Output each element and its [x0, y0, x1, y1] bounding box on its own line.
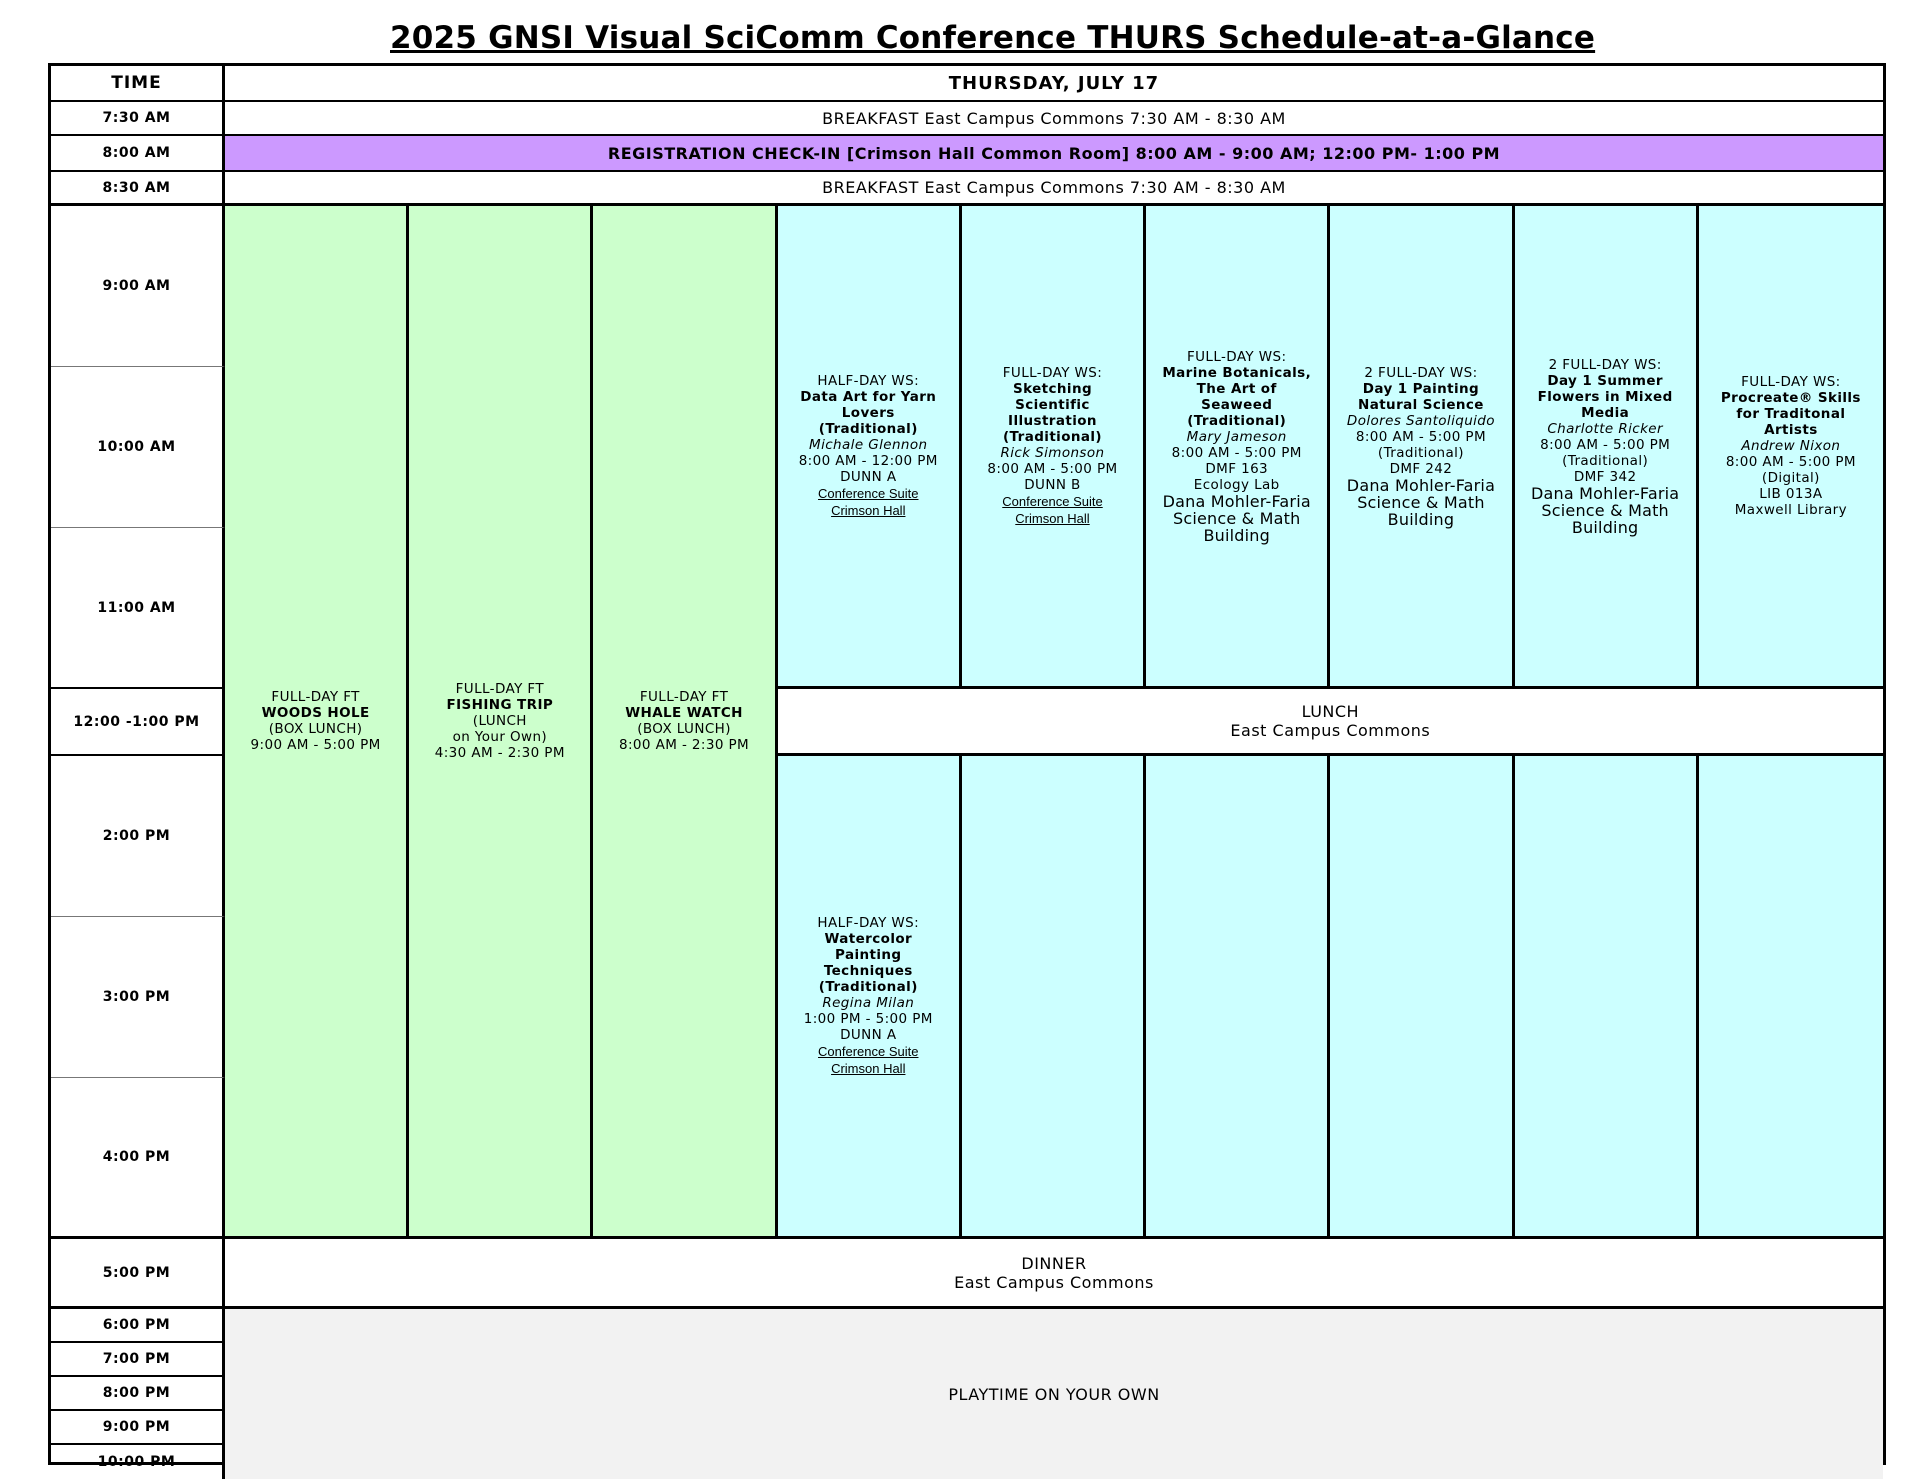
trip-name: WOODS HOLE [261, 705, 370, 721]
time-label: 10:00 PM [51, 1445, 225, 1479]
ws-title: Artists [1764, 422, 1818, 438]
ws-title: Scientific [1015, 397, 1090, 413]
ws-time: 8:00 AM - 5:00 PM [987, 461, 1118, 477]
ws-instructor: Michale Glennon [809, 437, 928, 453]
ws-type: HALF-DAY WS: [817, 915, 920, 931]
registration-row: REGISTRATION CHECK-IN [Crimson Hall Common Room] 8:00 AM - 9:00 AM; 12:00 PM- 1:00 PM [225, 136, 1883, 172]
workshop-marine-botanicals [1146, 206, 1330, 689]
ws-building: Science & Math [1172, 508, 1301, 528]
location-link[interactable]: Crimson Hall [1015, 511, 1090, 526]
ws-building: Dana Mohler-Faria [1346, 475, 1496, 495]
time-label: 8:30 AM [51, 172, 225, 206]
ws-title: Natural Science [1358, 396, 1484, 413]
ws-time: 8:00 AM - 5:00 PM [1540, 436, 1671, 453]
ws-title: (Traditional) [1002, 429, 1102, 445]
trip-name: FISHING TRIP [446, 697, 554, 713]
ws-building: Dana Mohler-Faria [1531, 483, 1680, 503]
ws-building: Building [1203, 525, 1270, 545]
trip-type: FULL-DAY FT [455, 681, 545, 697]
ws-instructor: Charlotte Ricker [1547, 420, 1663, 437]
workshop-data-art [778, 206, 962, 689]
ws-time: 8:00 AM - 12:00 PM [798, 453, 938, 469]
lunch-location: East Campus Commons [1230, 721, 1431, 740]
time-label: 6:00 PM [51, 1309, 225, 1343]
trip-time: 9:00 AM - 5:00 PM [250, 737, 381, 753]
ws-medium: (Digital) [1761, 470, 1820, 486]
ws-type: 2 FULL-DAY WS: [1548, 356, 1662, 373]
workshop-procreate-continued [1699, 756, 1883, 1239]
ws-time: 8:00 AM - 5:00 PM [1171, 444, 1302, 461]
ws-title: Flowers in Mixed [1537, 388, 1673, 405]
ws-room: DUNN B [1024, 477, 1081, 493]
trip-lunch: (BOX LUNCH) [268, 721, 363, 737]
ws-time: 1:00 PM - 5:00 PM [803, 1011, 933, 1027]
workshop-sketching-continued [962, 756, 1146, 1239]
ws-room: DMF 242 [1389, 460, 1453, 477]
trip-type: FULL-DAY FT [639, 689, 729, 705]
lunch-label: LUNCH [1301, 702, 1360, 721]
time-label: 9:00 AM [51, 206, 225, 367]
ws-instructor: Andrew Nixon [1741, 438, 1841, 454]
ws-title: Day 1 Painting [1362, 380, 1480, 397]
location-link[interactable]: Crimson Hall [831, 503, 906, 518]
trip-time: 4:30 AM - 2:30 PM [434, 745, 565, 761]
ws-instructor: Dolores Santoliquido [1346, 412, 1495, 429]
ws-medium: (Traditional) [1562, 452, 1649, 469]
dinner-row [225, 1239, 1883, 1309]
breakfast-row: BREAKFAST East Campus Commons 7:30 AM - 8:30 AM [225, 172, 1883, 206]
trip-name: WHALE WATCH [625, 705, 743, 721]
time-label: 5:00 PM [51, 1239, 225, 1309]
time-label: 8:00 PM [51, 1377, 225, 1411]
trip-lunch: (BOX LUNCH) [637, 721, 731, 737]
ws-time: 8:00 AM - 5:00 PM [1725, 454, 1856, 470]
ws-instructor: Regina Milan [822, 995, 915, 1011]
breakfast-row: BREAKFAST East Campus Commons 7:30 AM - 8:30 AM [225, 102, 1883, 136]
ws-room: DMF 342 [1573, 468, 1637, 485]
ws-title: Illustration [1008, 413, 1097, 429]
time-label: 10:00 AM [51, 367, 225, 528]
ws-title: Marine Botanicals, [1162, 364, 1312, 381]
time-label: 3:00 PM [51, 917, 225, 1078]
ws-building: Building [1387, 509, 1455, 529]
field-trip-woods-hole [225, 206, 409, 1239]
playtime-block: PLAYTIME ON YOUR OWN [225, 1309, 1883, 1479]
ws-type: HALF-DAY WS: [817, 373, 920, 389]
page-title: 2025 GNSI Visual SciComm Conference THURS Schedule-at-a-Glance [390, 20, 1596, 56]
workshop-painting-natural-science [1330, 206, 1514, 689]
ws-title: Techniques [823, 963, 913, 979]
time-label: 7:00 PM [51, 1343, 225, 1377]
ws-title: Media [1581, 404, 1630, 421]
ws-title: (Traditional) [1187, 412, 1287, 429]
field-trip-whale-watch [593, 206, 777, 1239]
time-header: TIME [51, 66, 225, 102]
lunch-row [778, 689, 1883, 756]
workshop-sketching [962, 206, 1146, 689]
ws-type: 2 FULL-DAY WS: [1364, 364, 1478, 381]
ws-title: Procreate® Skills [1720, 390, 1861, 406]
ws-room: DUNN A [840, 1027, 897, 1043]
schedule-table [48, 63, 1886, 1470]
time-label: 11:00 AM [51, 528, 225, 689]
location-link[interactable]: Conference Suite [1002, 494, 1103, 509]
dinner-location: East Campus Commons [954, 1272, 1154, 1292]
ws-building: Dana Mohler-Faria [1162, 491, 1311, 511]
time-label: 4:00 PM [51, 1078, 225, 1239]
ws-type: FULL-DAY WS: [1186, 348, 1287, 365]
ws-room-detail: Ecology Lab [1193, 476, 1280, 493]
ws-instructor: Rick Simonson [1000, 445, 1105, 461]
location-link[interactable]: Conference Suite [818, 1044, 919, 1059]
ws-building: Maxwell Library [1734, 502, 1848, 518]
ws-time: 8:00 AM - 5:00 PM [1355, 428, 1486, 445]
trip-lunch-note: on Your Own) [452, 729, 548, 745]
ws-building: Building [1571, 517, 1639, 537]
time-label: 8:00 AM [51, 136, 225, 172]
workshop-painting-continued [1330, 756, 1514, 1239]
ws-medium: (Traditional) [1377, 444, 1464, 461]
trip-lunch: (LUNCH [472, 713, 527, 729]
dinner-label: DINNER [1021, 1253, 1087, 1273]
time-label: 7:30 AM [51, 102, 225, 136]
workshop-procreate [1699, 206, 1883, 689]
day-header: THURSDAY, JULY 17 [225, 66, 1883, 102]
ws-title: Watercolor [824, 931, 913, 947]
ws-room: LIB 013A [1759, 486, 1823, 502]
ws-title: Seaweed [1201, 396, 1273, 413]
workshop-summer-flowers [1515, 206, 1699, 689]
ws-title: Painting [835, 947, 902, 963]
ws-title: Lovers [841, 405, 895, 421]
ws-type: FULL-DAY WS: [1002, 365, 1103, 381]
workshop-flowers-continued [1515, 756, 1699, 1239]
workshop-watercolor [778, 756, 962, 1239]
field-trip-fishing [409, 206, 593, 1239]
ws-type: FULL-DAY WS: [1741, 374, 1841, 390]
ws-title: The Art of [1196, 380, 1277, 397]
ws-title: Day 1 Summer [1547, 372, 1663, 389]
ws-title: Sketching [1012, 381, 1093, 397]
ws-title: Data Art for Yarn [800, 389, 937, 405]
time-label: 12:00 -1:00 PM [51, 689, 225, 756]
workshop-marine-botanicals-continued [1146, 756, 1330, 1239]
ws-title: (Traditional) [818, 979, 918, 995]
location-link[interactable]: Crimson Hall [831, 1061, 906, 1076]
time-label: 9:00 PM [51, 1411, 225, 1445]
time-label: 2:00 PM [51, 756, 225, 917]
location-link[interactable]: Conference Suite [818, 486, 919, 501]
ws-room: DMF 163 [1205, 460, 1269, 477]
trip-type: FULL-DAY FT [271, 689, 360, 705]
ws-building: Science & Math [1541, 500, 1669, 520]
ws-instructor: Mary Jameson [1186, 428, 1287, 445]
ws-room: DUNN A [840, 469, 897, 485]
ws-building: Science & Math [1357, 492, 1485, 512]
ws-title: (Traditional) [818, 421, 918, 437]
ws-title: for Traditonal [1736, 406, 1846, 422]
trip-time: 8:00 AM - 2:30 PM [618, 737, 750, 753]
